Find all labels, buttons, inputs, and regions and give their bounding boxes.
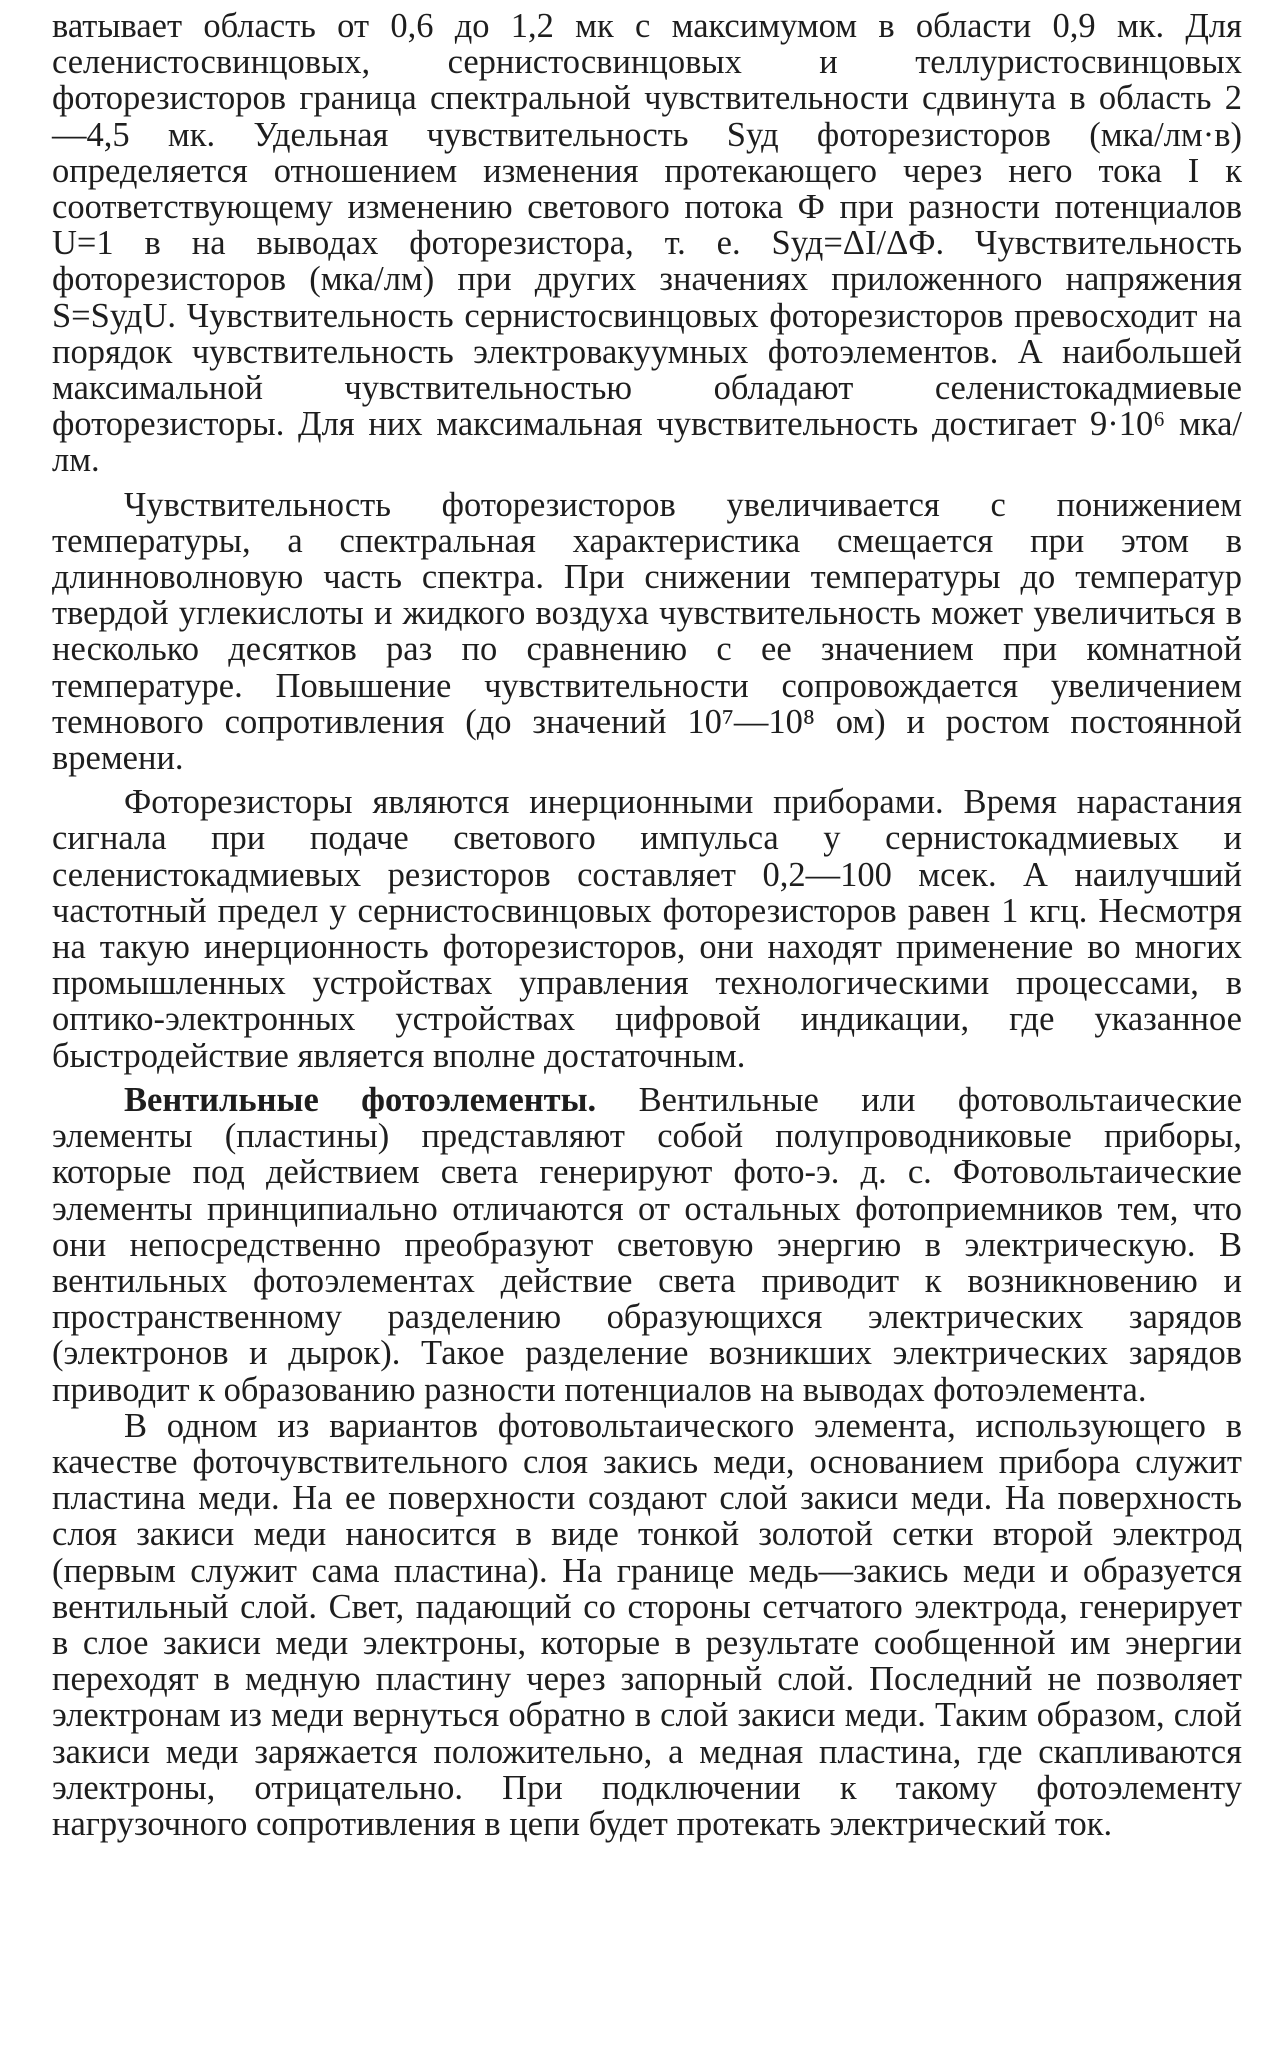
paragraph-text: В одном из вариантов фотовольтаического элемента, использующего в качестве фоточувствительного слоя закись меди, основанием прибора служит пластина меди. На ее поверхности создают слой закиси меди. На поверхность слоя закиси меди наносится в виде тонкой золотой сетки второй электрод (первым служит сама пластина). На границе медь—закись меди и образуется вентильный слой. Свет, падающий со стороны сетчатого электрода, генерирует в слое закиси меди электроны, которые в результате сообщенной им энергии переходят в медную пластину через запорный слой. Последний не позволяет электронам из меди вернуться обратно в слой закиси меди. Таким образом, слой закиси меди заряжается положительно, а медная пластина, где скапливаются электроны, отрицательно. При подключении к такому фотоэлементу нагрузочного сопротивления в цепи будет протекать электрический ток.: [52, 1406, 1242, 1843]
paragraph-copper-oxide-cell: [52, 1408, 1242, 1842]
paragraph-text: Чувствительность фоторезисторов увеличивается с понижением температуры, а спектральная характеристика смещается при этом в длинноволновую часть спектра. При снижении температуры до температур твердой углекислоты и жидкого воздуха чувствительность может увеличиться в несколько десятков раз по сравнению с ее значением при комнатной температуре. Повышение чувствительности сопровождается увеличением темнового сопротивления (до значений 10⁷—10⁸ ом) и ростом постоянной времени.: [52, 485, 1242, 778]
paragraph-valve-photocells: [52, 1082, 1242, 1408]
paragraph-temperature: [52, 487, 1242, 777]
page-body: [52, 8, 1242, 1842]
paragraph-inertia: [52, 784, 1242, 1074]
paragraph-sensitivity-spectrum: [52, 8, 1242, 479]
section-heading: Вентильные фотоэлементы.: [124, 1080, 597, 1119]
paragraph-text: Фоторезисторы являются инерционными приборами. Время нарастания сигнала при подаче светового импульса у сернистокадмиевых и селенистокадмиевых резисторов составляет 0,2—100 мсек. А наилучший частотный предел у сернистосвинцовых фоторезисторов равен 1 кгц. Несмотря на такую инерционность фоторезисторов, они находят применение во многих промышленных устройствах управления технологическими процессами, в оптико-электронных устройствах цифровой индикации, где указанное быстродействие является вполне достаточным.: [52, 783, 1242, 1075]
paragraph-text: Вентильные или фотовольтаические элементы (пластины) представляют собой полупроводниковые приборы, которые под действием света генерируют фото-э. д. с. Фотовольтаические элементы принципиально отличаются от остальных фотоприемников тем, что они непосредственно преобразуют световую энергию в электрическую. В вентильных фотоэлементах действие света приводит к возникновению и пространственному разделению образующихся электрических зарядов (электронов и дырок). Такое разделение возникших электрических зарядов приводит к образованию разности потенциалов на выводах фотоэлемента.: [52, 1080, 1243, 1409]
paragraph-text: ватывает область от 0,6 до 1,2 мк с максимумом в области 0,9 мк. Для селенистосвинцовых, сернистосвинцовых и теллуристосвинцовых фоторезисторов граница спектральной чувствительности сдвинута в область 2—4,5 мк. Удельная чувствительность Sуд фоторезисторов (мка/лм·в) определяется отношением изменения протекающего через него тока I к соответствующему изменению светового потока Ф при разности потенциалов U=1 в на выводах фоторезистора, т. е. Sуд=ΔI/ΔФ. Чувствительность фоторезисторов (мка/лм) при других значениях приложенного напряжения S=SудU. Чувствительность сернистосвинцовых фоторезисторов превосходит на порядок чувствительность электровакуумных фотоэлементов. А наибольшей максимальной чувствительностью обладают селенистокадмиевые фоторезисторы. Для них максимальная чувствительность достигает 9·10⁶ мка/лм.: [52, 7, 1242, 480]
